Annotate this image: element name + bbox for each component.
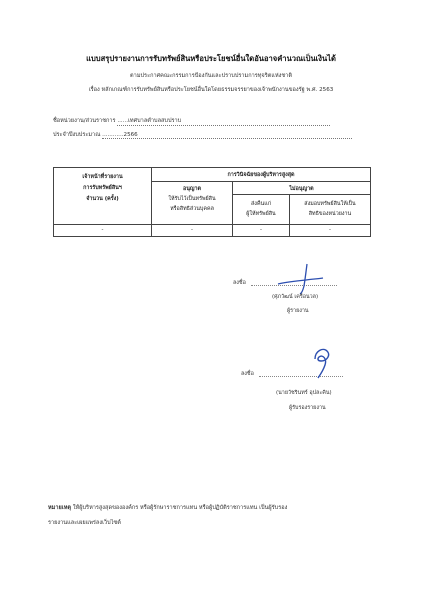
note-text-1: ให้ผู้บริหารสูงสุดขององค์กร หรือผู้รักษาราชการแทน หรือผู้ปฏิบัติราชการแทน เป็นผู้รับรอง: [72, 505, 288, 511]
note-line-1: [48, 504, 287, 512]
agency-label: ชื่อหน่วยงาน/ส่วนราชการ: [53, 118, 116, 124]
fiscal-year-label: ประจำปีงบประมาณ: [53, 132, 101, 138]
table-row: [54, 225, 371, 237]
agency-value: ......เทศบาลตำบลสบปราบ: [117, 117, 330, 126]
receiver-sign-label: ลงชื่อ: [241, 371, 254, 377]
document-subtitle-announcement: ตามประกาศคณะกรรมการป้องกันและปราบปรามการทุจริตแห่งชาติ: [130, 73, 292, 79]
receiver-role: ผู้รับรองรายงาน: [289, 405, 326, 411]
note-text-2: รายงานและเผยแพร่ลงเว็บไซต์: [48, 520, 121, 526]
return-to-giver-header: ส่งคืนแก่ ผู้ให้ทรัพย์สิน: [233, 195, 290, 225]
receiver-signature-icon: [309, 345, 337, 379]
reporter-count-cell: -: [54, 225, 152, 237]
approve-header: อนุญาต ให้รับไว้เป็นทรัพย์สิน หรือสิทธิส่วนบุคคล: [152, 182, 233, 225]
reporter-role: ผู้รายงาน: [287, 308, 309, 314]
return-cell: -: [233, 225, 290, 237]
report-summary-table: [53, 167, 371, 237]
not-approve-header: ไม่อนุญาต: [233, 182, 371, 195]
agency-field: [53, 117, 330, 126]
deliver-cell: -: [290, 225, 371, 237]
reporter-sign-label: ลงชื่อ: [233, 280, 246, 286]
note-label: หมายเหตุ: [48, 505, 72, 511]
receiver-name: (นายวัชรินทร์ อุปละคิน): [276, 390, 332, 396]
document-title: แบบสรุปรายงานการรับทรัพย์สินหรือประโยชน์อื่นใดอันอาจคำนวณเป็นเงินได้: [86, 54, 336, 63]
document-subtitle-subject: เรื่อง หลักเกณฑ์การรับทรัพย์สินหรือประโยชน์อื่นใดโดยธรรมจรรยาของเจ้าพนักงานของรัฐ พ.ศ. 2563: [88, 87, 334, 93]
decision-group-header: การวินิจฉัยของผู้บริหารสูงสุด: [152, 168, 371, 182]
deliver-to-agency-header: ส่งมอบทรัพย์สินให้เป็น สิทธิของหน่วยงาน: [290, 195, 371, 225]
reporter-name: (ศุภวัฒน์ เครือนวล): [272, 294, 319, 300]
reporter-count-header: เจ้าหน้าที่รายงาน การรับทรัพย์สินฯ จำนวน (ครั้ง): [54, 168, 152, 225]
approve-cell: -: [152, 225, 233, 237]
reporter-signature-icon: [276, 262, 326, 296]
fiscal-year-field: [53, 131, 352, 139]
fiscal-year-value: ............2566: [102, 132, 352, 139]
